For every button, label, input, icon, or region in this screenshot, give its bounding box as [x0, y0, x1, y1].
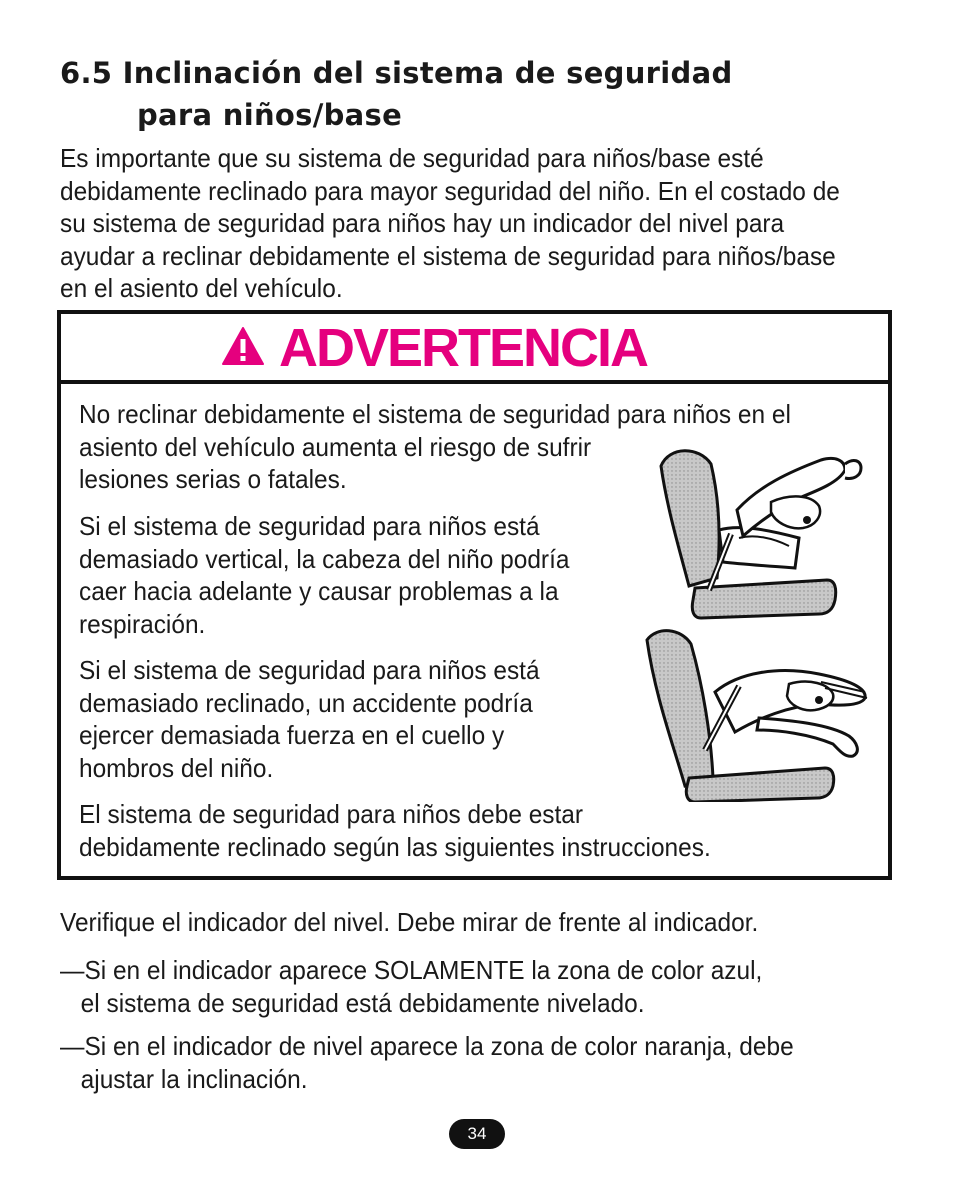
instruction-item-2 — [60, 1030, 794, 1095]
warning-line: No reclinar debidamente el sistema de seguridad para niños en el — [79, 399, 791, 429]
warning-line: respiración. — [79, 608, 206, 639]
warning-line: demasiado reclinado, un accidente podría — [79, 687, 533, 718]
intro-paragraph — [60, 142, 859, 305]
page-number: 34 — [449, 1119, 505, 1149]
warning-line: demasiado vertical, la cabeza del niño podría — [79, 543, 570, 574]
intro-line: debidamente reclinado para mayor seguridad del niño. En el costado de — [60, 175, 840, 206]
instruction-item-line: el sistema de seguridad está debidamente nivelado. — [80, 987, 645, 1018]
warning-box — [57, 310, 892, 880]
warning-line: asiento del vehículo aumenta el riesgo de sufrir — [79, 431, 592, 462]
car-seat-upright-illustration — [639, 438, 889, 620]
instruction-item-line: ajustar la inclinación. — [80, 1063, 308, 1094]
instruction-item-line: —Si en el indicador aparece SOLAMENTE la zona de color azul, — [60, 955, 763, 985]
warning-paragraph-4 — [79, 798, 711, 863]
intro-line: en el asiento del vehículo. — [60, 273, 343, 303]
section-title-line-1: 6.5 Inclinación del sistema de seguridad — [60, 56, 733, 90]
section-title — [60, 52, 733, 136]
warning-triangle-icon — [221, 326, 265, 366]
intro-line: Es importante que su sistema de seguridad para niños/base esté — [60, 143, 764, 173]
warning-line: lesiones serias o fatales. — [79, 464, 347, 494]
car-seat-reclined-illustration — [639, 626, 889, 802]
instruction-item-1 — [60, 954, 762, 1019]
warning-line: Si el sistema de seguridad para niños está — [79, 511, 540, 541]
warning-title: ADVERTENCIA — [279, 318, 648, 378]
instruction-item-line: —Si en el indicador de nivel aparece la zona de color naranja, debe — [60, 1031, 794, 1061]
instruction-line: Verifique el indicador del nivel. Debe mirar de frente al indicador. — [60, 907, 759, 937]
intro-line: su sistema de seguridad para niños hay un indicador del nivel para — [60, 208, 785, 238]
warning-line: hombros del niño. — [79, 752, 274, 783]
warning-line: El sistema de seguridad para niños debe estar — [79, 799, 584, 829]
section-title-line-2: para niños/base — [137, 98, 403, 132]
warning-header — [61, 314, 888, 384]
warning-paragraph-2 — [79, 510, 569, 640]
warning-line: caer hacia adelante y causar problemas a la — [79, 576, 559, 606]
intro-line: ayudar a reclinar debidamente el sistema de seguridad para niños/base — [60, 240, 836, 271]
warning-line: debidamente reclinado según las siguientes instrucciones. — [79, 831, 711, 862]
warning-line: Si el sistema de seguridad para niños está — [79, 655, 540, 685]
warning-line: ejercer demasiada fuerza en el cuello y — [79, 720, 505, 750]
warning-paragraph-3 — [79, 654, 540, 784]
